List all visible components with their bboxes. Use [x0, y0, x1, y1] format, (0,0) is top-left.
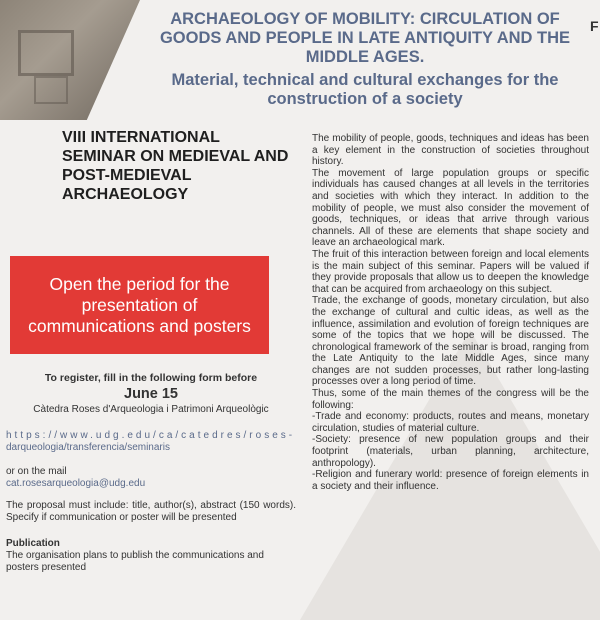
publication-text: The organisation plans to publish the communications and posters presented	[6, 550, 264, 573]
poster-title: ARCHAEOLOGY OF MOBILITY: CIRCULATION OF GOODS AND PEOPLE IN LATE ANTIQUITY AND THE MIDDLE AGES.	[159, 10, 571, 66]
description-paragraph: Thus, some of the main themes of the congress will be the following:	[312, 388, 589, 411]
theme-item: -Trade and economy: products, routes and means, monetary circulation, studies of material culture.	[312, 411, 589, 434]
description-paragraph: The fruit of this interaction between foreign and local elements is the main subject of this seminar. Papers will be valued if they provide proposals that allow us to deepen the knowledge that can be acquired from archaeology on this subject.	[312, 248, 589, 295]
corner-letter: F	[590, 18, 599, 34]
seminar-title: VIII INTERNATIONAL SEMINAR ON MEDIEVAL AND POST-MEDIEVAL ARCHAEOLOGY	[62, 129, 289, 203]
call-for-papers-box	[10, 256, 269, 354]
header	[140, 10, 590, 109]
call-for-papers-text: Open the period for the presentation of communications and posters	[28, 273, 251, 336]
publication-heading: Publication	[6, 538, 60, 549]
contact-email[interactable]: cat.rosesarqueologia@udg.edu	[6, 478, 146, 489]
organizer-name: Càtedra Roses d'Arqueologia i Patrimoni Arqueològic	[33, 404, 269, 415]
description-paragraph: Trade, the exchange of goods, monetary circulation, but also the exchange of cultural and cultic ideas, as well as the influence, assimilation and evolution of foreign techniques are some of the topics that we hope will be discussed. The chronological framework of the seminar is broad, ranging from the Late Antiquity to the late Middle Ages, since many changes are not sudden processes, but rather long-lasting processes over a long period of time.	[312, 295, 589, 388]
description-paragraph: The movement of large population groups or specific individuals has caused changes at all levels in the territories and societies with which they interact. In addition to the mobility of people, we must also consider the movement of goods, techniques, or ideas that arrive through various channels. All of these are elements that shape society and leave an archaeological mark.	[312, 167, 589, 249]
theme-item: -Society: presence of new population groups and their footprint (materials, urban planning, architecture, anthropology).	[312, 434, 589, 469]
seminar-description	[312, 133, 589, 492]
archaeology-site-photo	[0, 0, 140, 120]
proposal-requirements: The proposal must include: title, author(s), abstract (150 words). Specify if communication or poster will be presented	[6, 500, 296, 523]
theme-item: -Religion and funerary world: presence of foreign elements in a society and their influence.	[312, 469, 589, 492]
description-paragraph: The mobility of people, goods, techniques and ideas has been a key element in the construction of societies throughout history.	[312, 133, 589, 168]
registration-link-line1[interactable]: https://www.udg.edu/ca/catedres/roses-	[6, 430, 296, 441]
register-intro: To register, fill in the following form before	[44, 372, 258, 384]
or-mail-label: or on the mail	[6, 466, 67, 477]
registration-link[interactable]	[6, 430, 296, 454]
registration-link-line2[interactable]: darqueologia/transferencia/seminaris	[6, 442, 170, 453]
registration-info	[6, 372, 296, 574]
poster-subtitle: Material, technical and cultural exchanges for the construction of a society	[171, 71, 559, 108]
deadline-date: June 15	[124, 386, 178, 402]
